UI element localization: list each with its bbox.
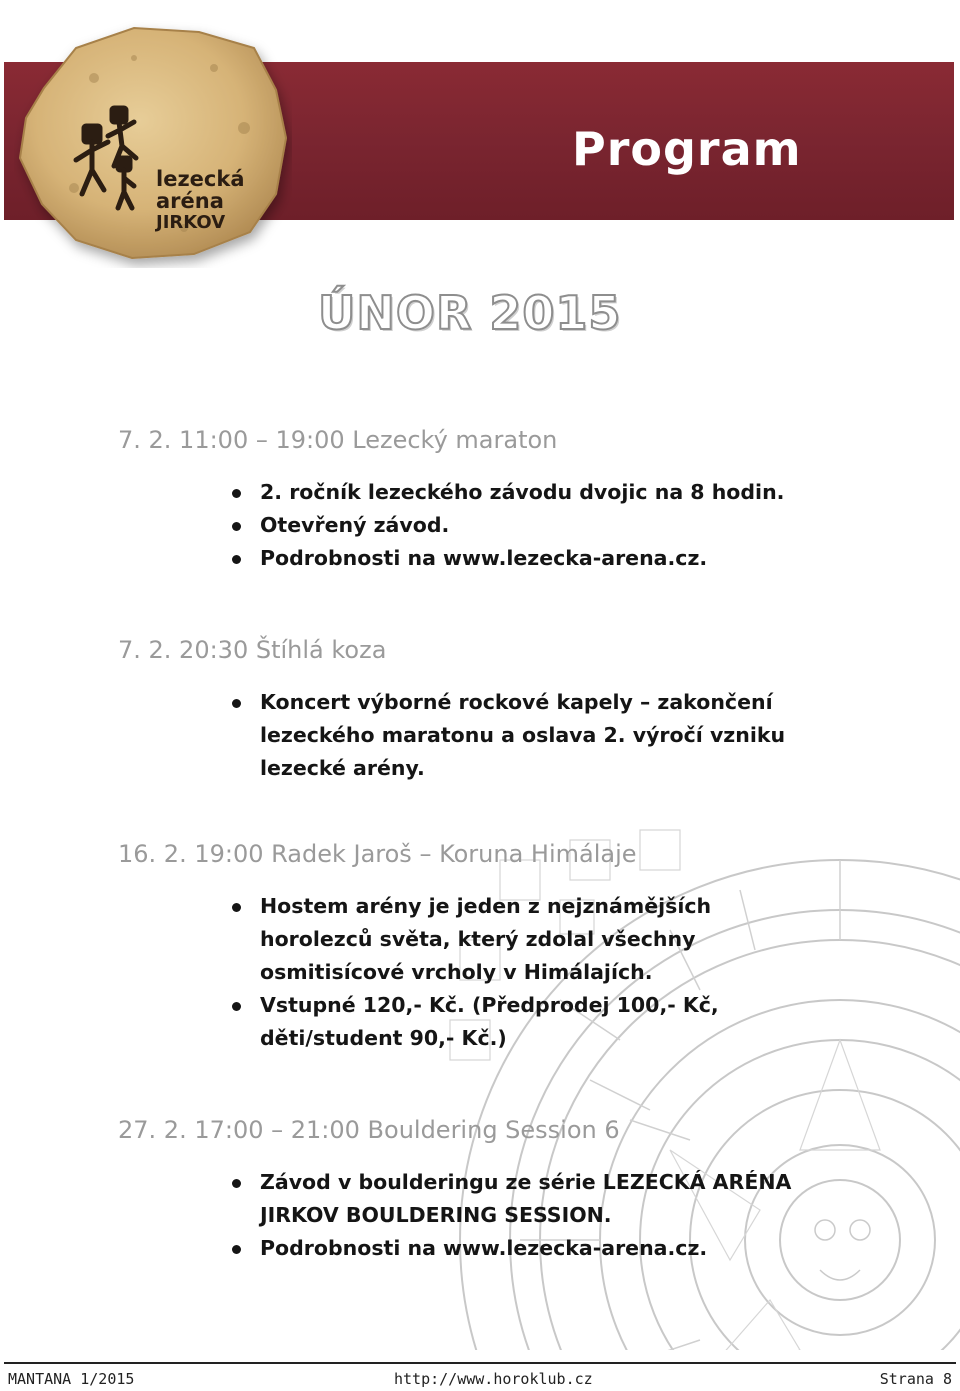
event-heading: 16. 2. 19:00 Radek Jaroš – Koruna Himálaje — [118, 840, 637, 868]
footer-url[interactable]: http://www.horoklub.cz — [394, 1370, 593, 1388]
event-bullets — [230, 476, 830, 575]
footer-left: MANTANA 1/2015 — [8, 1370, 135, 1388]
event-heading: 7. 2. 20:30 Štíhlá koza — [118, 636, 387, 664]
list-item: 2. ročník lezeckého závodu dvojic na 8 hodin. — [230, 476, 830, 509]
event-bullets — [230, 1166, 810, 1265]
list-item: Závod v boulderingu ze série LEZECKÁ ARÉNA JIRKOV BOULDERING SESSION. — [230, 1166, 810, 1232]
logo-line: lezecká — [156, 167, 245, 191]
list-item: Podrobnosti na www.lezecka-arena.cz. — [230, 542, 830, 575]
logo — [14, 18, 292, 268]
logo-text — [156, 168, 245, 234]
event-heading: 27. 2. 17:00 – 21:00 Bouldering Session 6 — [118, 1116, 620, 1144]
list-item: Vstupné 120,- Kč. (Předprodej 100,- Kč, děti/student 90,- Kč.) — [230, 989, 830, 1055]
list-item: Podrobnosti na www.lezecka-arena.cz. — [230, 1232, 810, 1265]
event-bullets — [230, 686, 810, 785]
event-heading: 7. 2. 11:00 – 19:00 Lezecký maraton — [118, 426, 558, 454]
month-title: ÚNOR 2015 — [318, 286, 622, 340]
page-number: Strana 8 — [879, 1370, 952, 1388]
footer-divider — [4, 1362, 956, 1364]
page-title: Program — [572, 122, 802, 176]
stone-logo-icon — [14, 18, 292, 268]
logo-line: aréna — [156, 189, 224, 213]
event-bullets — [230, 890, 830, 1055]
logo-line: JIRKOV — [156, 212, 226, 233]
list-item: Koncert výborné rockové kapely – zakončení lezeckého maratonu a oslava 2. výročí vzniku lezecké arény. — [230, 686, 810, 785]
list-item: Otevřený závod. — [230, 509, 830, 542]
list-item: Hostem arény je jeden z nejznámějších horolezců světa, který zdolal všechny osmitisícové vrcholy v Himálajích. — [230, 890, 830, 989]
